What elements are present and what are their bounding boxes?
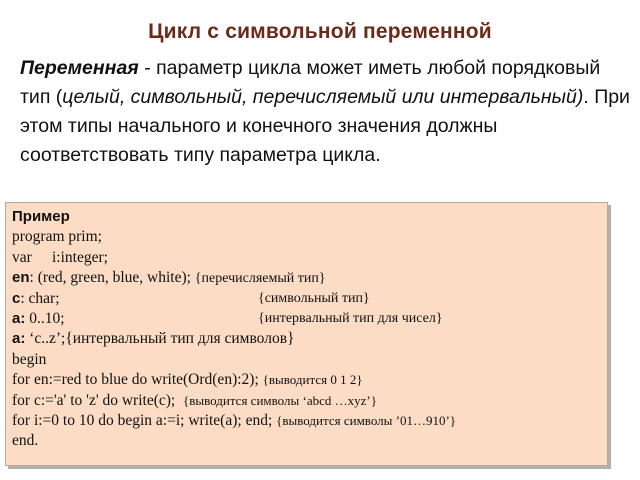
example-heading: Пример [12,208,70,225]
code-line-for3 [12,411,607,431]
code-a1-label: a: [12,309,26,327]
code-end: end. [12,432,39,450]
code-c-comment: {символьный тип} [258,290,370,306]
code-var-keyword: var [12,248,32,266]
code-a1-comment: {интервальный тип для чисел} [258,310,443,326]
intro-text-2: . При этом типы начального и конечного значения должны соответствовать типу параметра цикла. [20,86,630,166]
code-for1-comment: {выводится 0 1 2} [262,372,363,388]
code-for3: for i:=0 to 10 do begin a:=i; write(a); end; [12,411,277,429]
code-program: program prim; [12,228,102,246]
code-line-for2 [12,391,607,411]
code-en-comment: {перечисляемый тип} [194,271,326,287]
code-c-decl: : char; [20,289,60,307]
code-begin: begin [12,350,47,368]
intro-types: целый, символьный, перечисляемый или интервальный) [62,86,584,108]
code-c-label: c [12,289,21,307]
code-line-var [12,248,607,268]
intro-paragraph [20,54,630,170]
code-a1-decl: 0..10; [25,309,65,327]
slide-title: Цикл с символьной переменной [148,20,492,43]
code-line-begin [12,350,607,370]
code-for3-comment: {выводится символы ’01…910’} [276,412,457,428]
code-line-c [12,289,607,309]
code-line-a1 [12,309,607,329]
code-for1: for en:=red to blue do write(Ord(en):2); [12,371,263,389]
code-line-end [12,431,607,451]
intro-text-1: - параметр цикла может иметь любой порядковый тип ( [20,57,601,108]
code-en-decl: : (red, green, blue, white); [29,269,191,287]
code-a2-decl: ‘c..z’;{интервальный тип для символов} [25,330,295,348]
intro-term: Переменная [20,57,139,79]
code-line-program [12,227,607,247]
code-line-for1 [12,370,607,390]
code-line-en [12,268,607,288]
code-en-label: en [12,269,30,287]
example-box [5,202,608,466]
code-line-a2 [12,329,607,349]
code-a2-label: a: [12,330,26,348]
code-var-decl: i:integer; [52,248,108,266]
code-for2-comment: {выводится символы ‘abcd …xyz’} [182,392,377,408]
code-for2: for c:='a' to 'z' do write(c); [12,391,183,409]
